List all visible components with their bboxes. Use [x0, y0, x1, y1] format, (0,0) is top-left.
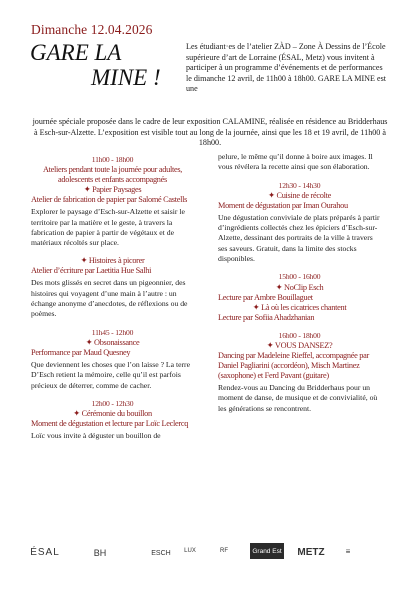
title-line-2: MINE !	[91, 65, 161, 90]
logo-text: BH	[93, 548, 107, 558]
event-date: Dimanche 12.04.2026	[31, 22, 153, 37]
item-subtitle: ✦ NoClip Esch	[275, 282, 324, 292]
item-description: Des mots glissés en secret dans un pigeonnier, des histoires qui voyagent d’une main à l’autre : un échange anonyme d’anecdotes, de réflexions ou de poèmes.	[31, 278, 188, 319]
program-item	[218, 181, 381, 265]
bridderhaus-logo	[88, 543, 112, 563]
logo-text: RF	[220, 548, 228, 554]
item-time: 15h00 - 16h00	[278, 272, 321, 282]
program-item	[31, 155, 194, 248]
item-description: Loïc vous invite à déguster un bouillon de	[31, 431, 161, 441]
program-item	[218, 272, 381, 322]
item-subheading: Dancing par Madeleine Rieffel, accompagnée par Daniel Pagliarini (accordéon), Misch Martinez (saxophone) et Ferd Pavant (guitare)	[218, 350, 369, 380]
program-left-column	[31, 155, 194, 449]
item-subtitle: ✦ Obsonaissance	[85, 337, 140, 347]
intro-paragraph: Les étudiant·es de l’atelier ZÀD – Zone À Dessins de l’École supérieure d’art de Lorraine (ÉSAL, Metz) vous invitent à participer à un programme d’événements et de performances le dimanche 12 avril, de 11h00 à 18h00. GARE LA MINE est une	[186, 42, 386, 93]
program-item	[218, 152, 381, 173]
program-item	[218, 331, 381, 414]
logo-text: ESCH	[151, 549, 171, 557]
lead-paragraph: journée spéciale proposée dans le cadre de leur exposition CALAMINE, réalisée en résidence au Bridderhaus à Esch-sur-Alzette. L’exposition est visible tout au long de la journée, ainsi que les 18 et 19 avril, de 11h00 à 18h00.	[32, 117, 388, 147]
luxembourg-logo	[180, 543, 200, 559]
item-time: 12h00 - 12h30	[91, 398, 134, 408]
item-subtitle: ✦ Cérémonie du bouillon	[73, 409, 152, 419]
program-item	[31, 256, 194, 319]
esch-logo	[148, 543, 174, 563]
metz-logo	[292, 543, 330, 561]
esal-logo	[32, 543, 58, 561]
item-subtitle: ✦ VOUS DANSEZ?	[266, 340, 333, 350]
item-description: Rendez-vous au Dancing du Bridderhaus pour un moment de danse, de musique et de convivialité, où les générations se rencontrent.	[218, 382, 378, 413]
item-description: Explorer le paysage d’Esch-sur-Alzette et saisir le territoire par la matière et le geste, à travers la fabrication de papier à partir de végétaux et de matériaux récoltés sur place.	[31, 207, 185, 248]
grand-est-logo	[250, 543, 284, 559]
logo-text: METZ	[297, 546, 325, 558]
item-subtitle: ✦ Papier Paysages	[83, 185, 142, 195]
item-subheading: Lecture par Sofiia Ahadzhanian	[218, 312, 315, 322]
item-description: Une dégustation conviviale de plats préparés à partir d’ingrédients collectés chez les épiciers d’Esch-sur-Alzette, dessinant des portraits de la ville à travers ses saveurs. Gratuit, dans la limite des stocks disponibles.	[218, 212, 380, 264]
partner-logo	[336, 543, 360, 559]
logo-text: ÉSAL	[30, 546, 60, 558]
item-heading: Ateliers pendant toute la journée pour adultes, adolescents et enfants accompagnés	[42, 165, 183, 185]
item-subtitle: ✦ Cuisine de récolte	[268, 190, 331, 200]
item-subheading: Performance par Maud Quesney	[31, 347, 131, 357]
logo-text: Grand Est	[252, 547, 282, 555]
partner-logos	[32, 543, 390, 567]
item-description: Que deviennent les choses que l’on laisse ? La terre D’Esch retient la mémoire, celle qu’il est parfois précieux de déterrer, comme de cacher.	[31, 359, 191, 390]
item-subheading: Atelier d’écriture par Laetitia Hue Salhi	[31, 266, 152, 276]
logo-text: LUX	[184, 548, 196, 554]
item-subheading: Moment de dégustation par Iman Ourahou	[218, 200, 348, 210]
item-subtitle: ✦ Là où les cicatrices chantent	[252, 302, 347, 312]
item-description: pelure, le même qu’il donne à boire aux images. Il vous révélera la recette ainsi que son élaboration.	[218, 152, 373, 172]
item-subheading: Moment de dégustation et lecture par Loïc Leclercq	[31, 419, 189, 429]
item-time: 11h00 - 18h00	[91, 155, 134, 164]
program-item	[31, 328, 194, 391]
program-right-column	[218, 150, 381, 422]
item-time: 16h00 - 18h00	[278, 330, 321, 340]
item-subheading: Lecture par Ambre Bouillaguet	[218, 292, 313, 302]
item-subtitle: ✦ Histoires à picorer	[80, 256, 145, 266]
item-time: 11h45 - 12h00	[91, 327, 134, 337]
republique-francaise-logo	[212, 543, 236, 559]
logo-text: ≡	[345, 546, 351, 556]
title-line-1: GARE LA	[30, 40, 122, 65]
item-time: 12h30 - 14h30	[278, 180, 321, 190]
program-item	[31, 399, 194, 442]
page-title	[30, 40, 161, 90]
item-subheading: Atelier de fabrication de papier par Salomé Castells	[31, 195, 188, 205]
